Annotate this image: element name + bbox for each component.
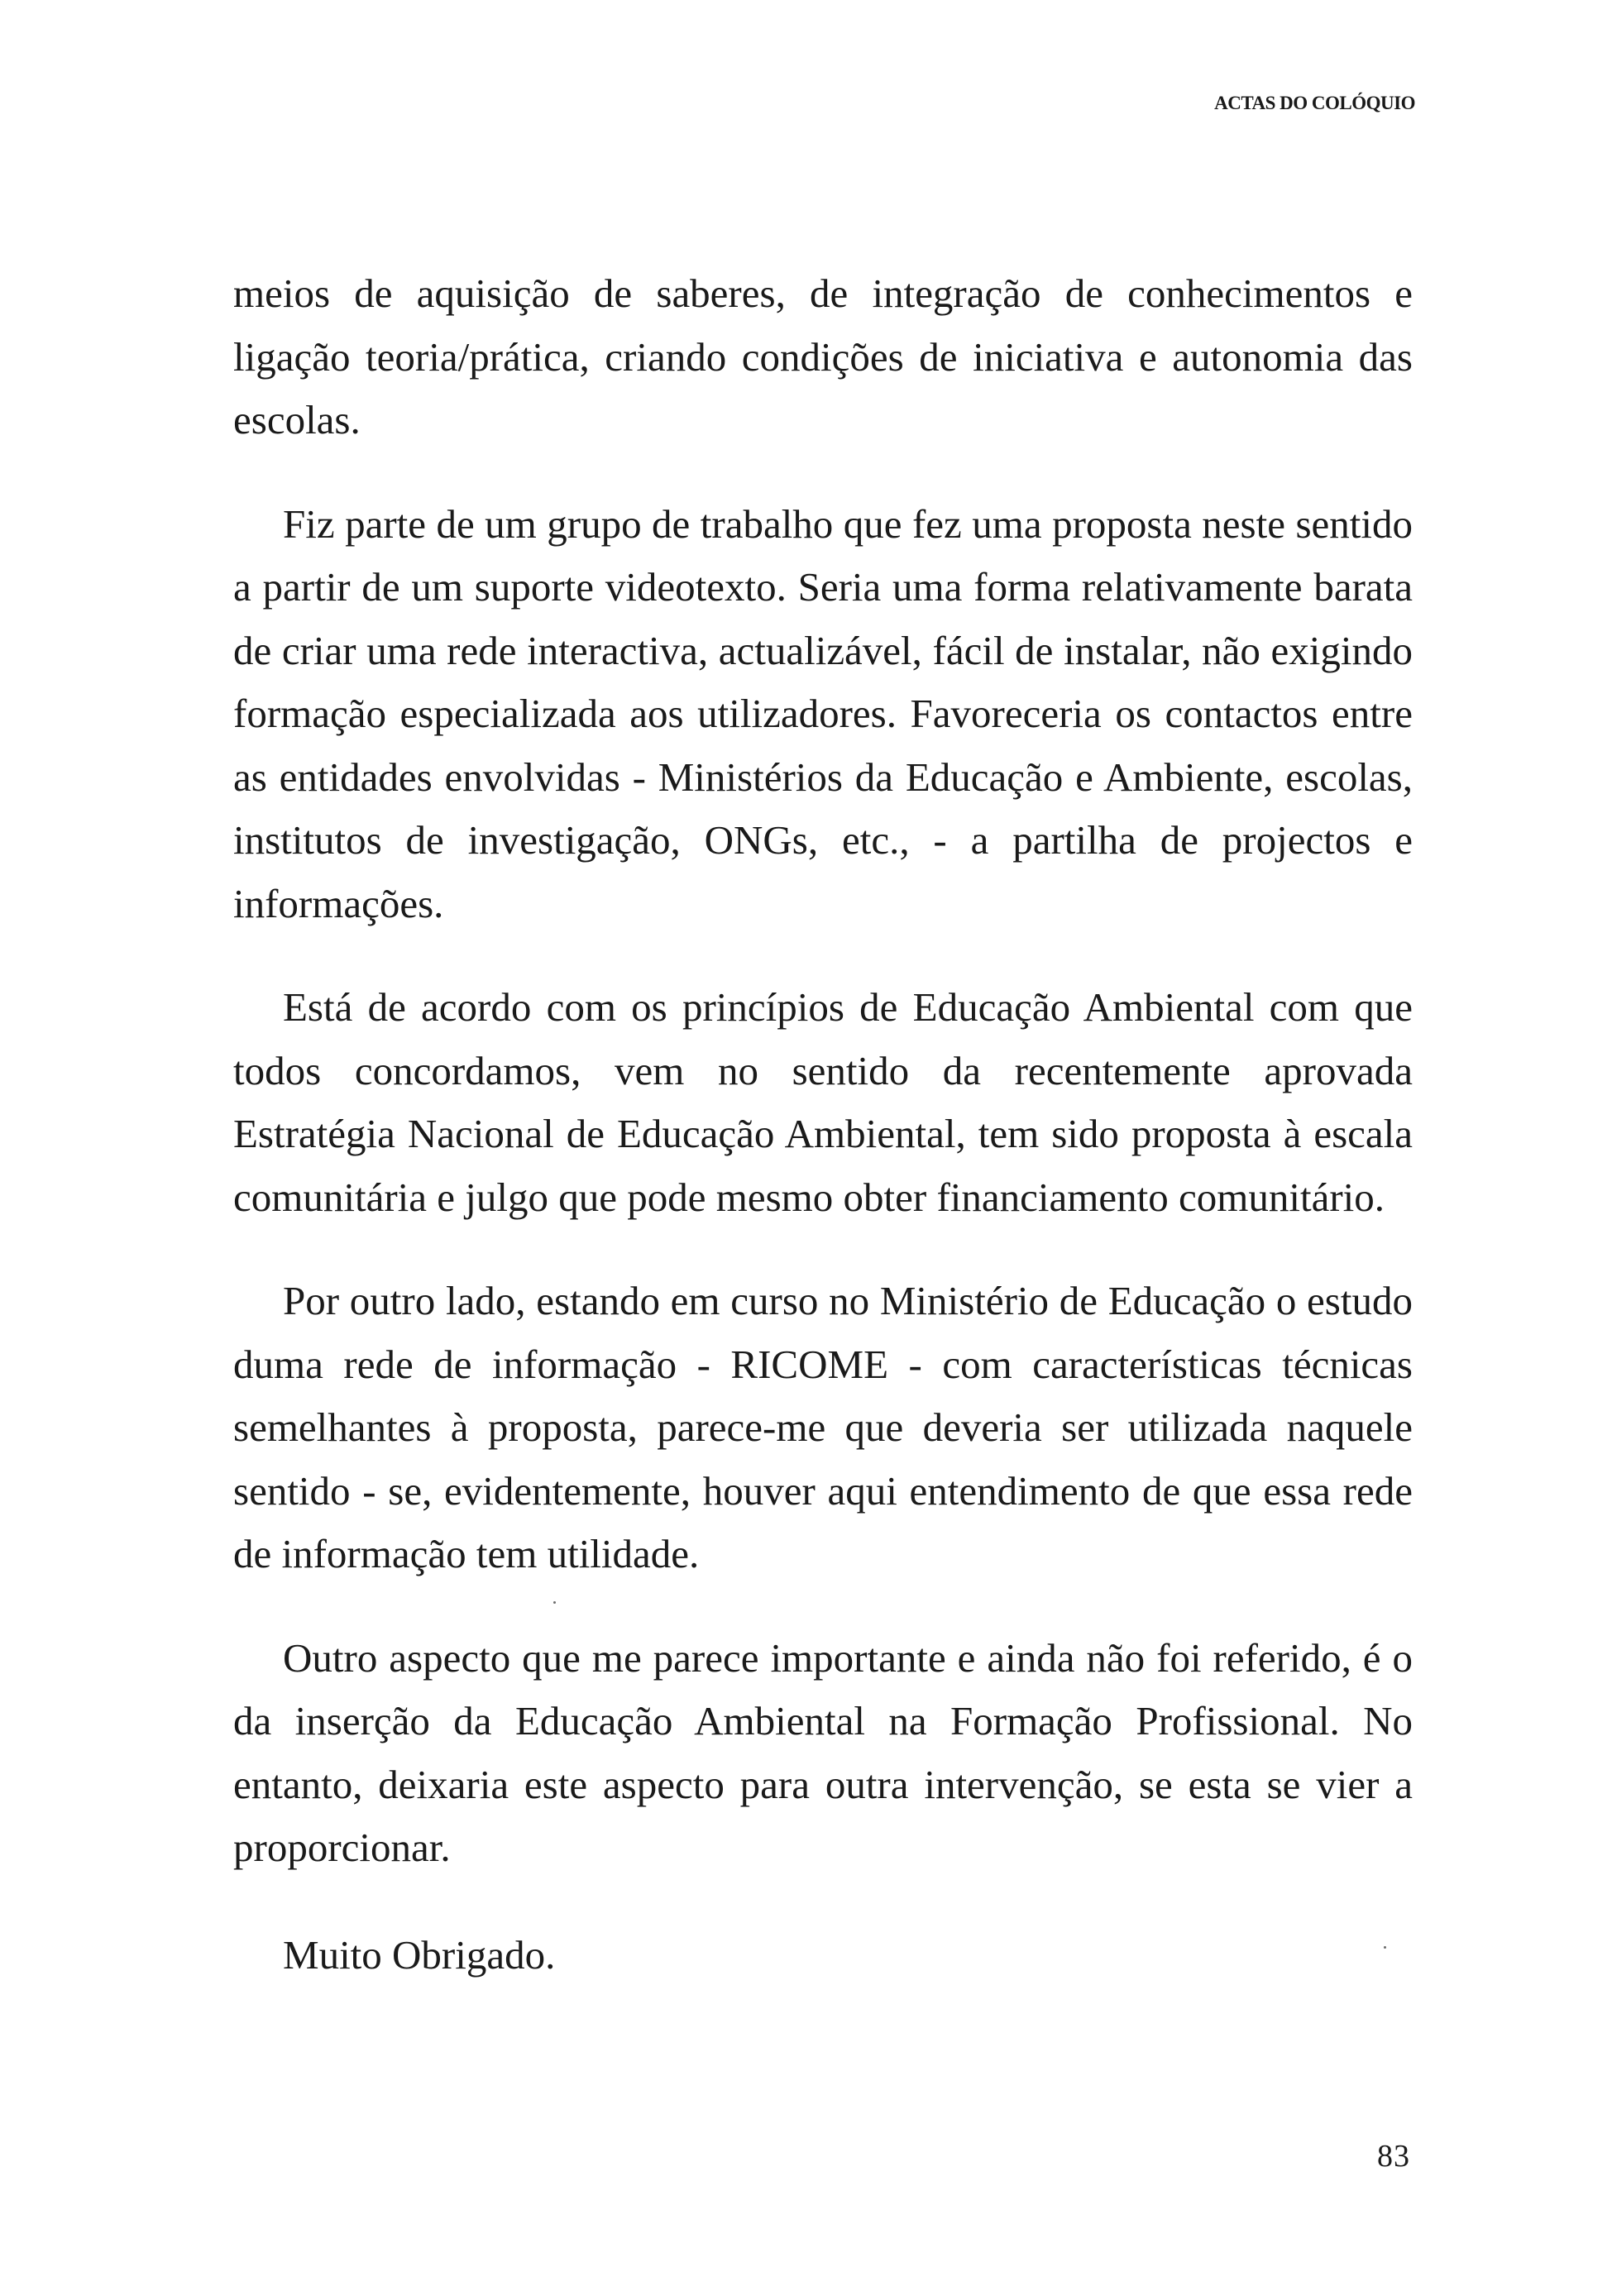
paragraph-continuation: meios de aquisição de saberes, de integração de conhecimentos e ligação teoria/prática, criando condições de iniciativa e autonomia das escolas. bbox=[233, 270, 1413, 442]
page-number: 83 bbox=[1377, 2139, 1410, 2174]
paragraph-environmental-education: Está de acordo com os princípios de Educação Ambiental com que todos concordamos, vem no sentido da recentemente aprovada Estratégia Nacional de Educação Ambiental, tem sido proposta à escala comunitária e julgo que pode mesmo obter financiamento comunitário. bbox=[233, 984, 1413, 1220]
paragraph-professional-training: Outro aspecto que me parece importante e ainda não foi referido, é o da inserção da Educação Ambiental na Formação Profissional. No entanto, deixaria este aspecto para outra intervenção, se esta se vier a proporcionar. bbox=[233, 1634, 1413, 1870]
paragraph-ricome-network: Por outro lado, estando em curso no Ministério de Educação o estudo duma rede de informação - RICOME - com características técnicas semelhantes à proposta, parece-me que deveria ser utilizada naquele sentido - se, evidentemente, houver aqui entendimento de que essa rede de informação tem utilidade. bbox=[233, 1278, 1413, 1576]
scan-speck bbox=[553, 1601, 556, 1604]
running-header: ACTAS DO COLÓQUIO bbox=[1214, 93, 1415, 113]
closing-thanks: Muito Obrigado. bbox=[283, 1931, 556, 1978]
body-text bbox=[233, 262, 1413, 1987]
scan-speck bbox=[1384, 1946, 1386, 1949]
paragraph-videotext-proposal: Fiz parte de um grupo de trabalho que fez uma proposta neste sentido a partir de um suporte videotexto. Seria uma forma relativamente barata de criar uma rede interactiva, actualizável, fácil de instalar, não exigindo formação especializada aos utilizadores. Favoreceria os contactos entre as entidades envolvidas - Ministérios da Educação e Ambiente, escolas, institutos de investigação, ONGs, etc., - a partilha de projectos e informações. bbox=[233, 500, 1413, 926]
